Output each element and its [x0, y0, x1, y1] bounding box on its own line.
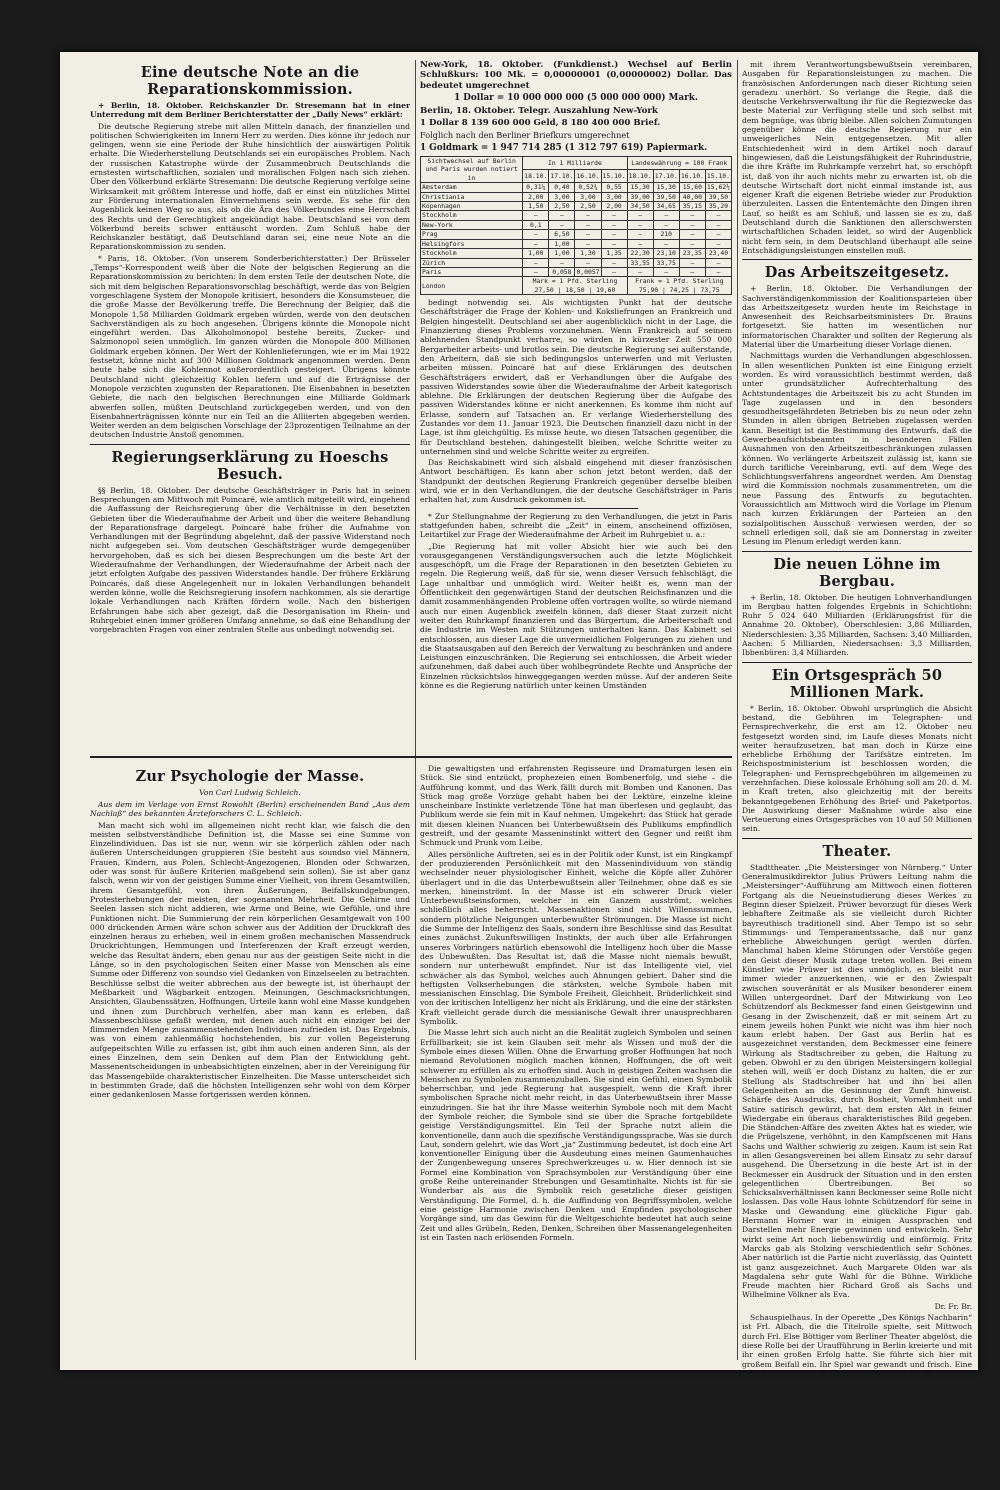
table-cell: –	[601, 258, 627, 267]
headline-local-call: Ein Ortsgespräch 50 Millionen Mark.	[771, 666, 943, 701]
table-cell: 0,058	[549, 267, 575, 276]
table-cell: –	[653, 211, 679, 220]
table-date-header: 15.10.	[705, 170, 731, 183]
table-cell: 3,00	[549, 192, 575, 201]
table-cell: –	[679, 258, 705, 267]
headline-mining-wages: Die neuen Löhne im Bergbau.	[773, 555, 941, 590]
table-cell: –	[523, 239, 549, 248]
table-cell: –	[679, 211, 705, 220]
table-cell: –	[523, 230, 549, 239]
table-date-header: 16.10.	[575, 170, 601, 183]
exchange-report-4: Folglich nach den Berliner Briefkurs umgerechnet	[420, 130, 630, 141]
table-city-name: Helsingfors	[421, 239, 523, 248]
table-cell: –	[523, 211, 549, 220]
article-paragraph: + Berlin, 18. Oktober. Die heutigen Lohnverhandlungen im Bergbau hatten folgendes Ergebnis in Schichtlohn: Ruhr 5 024 640 Milliarden (Erklärungsfrist für die Annahme 20. Oktober), Oberschlesien: 3,86 Milliarden, Niederschlesien: 3,35 Milliarden, Sachsen: 3,40 Milliarden, Aachen: 5 Milliarden, Niedersachsen: 3,3 Milliarden, Ibbenbüren: 3,4 Milliarden.	[742, 592, 972, 658]
article-paragraph: + Berlin, 18. Oktober. Reichskanzler Dr. Stresemann hat in einer Unterredung mit dem Berliner Berichterstatter der „Daily News“ erklärt:	[90, 101, 410, 120]
table-cell: –	[679, 220, 705, 229]
table-row	[421, 239, 732, 248]
table-city-name: Stockholm	[421, 249, 523, 258]
author-byline: Von Carl Ludwig Schleich.	[199, 788, 301, 797]
table-cell: –	[523, 267, 549, 276]
table-row	[421, 211, 732, 220]
table-cell: 0,1	[523, 220, 549, 229]
table-cell: 2,00	[601, 202, 627, 211]
table-cell: –	[601, 230, 627, 239]
table-cell: 23,35	[679, 249, 705, 258]
table-cell: –	[575, 239, 601, 248]
table-cell: 1,50	[523, 202, 549, 211]
table-cell: –	[705, 258, 731, 267]
exchange-report-5: 1 Goldmark = 1 947 714 285 (1 312 797 619) Papiermark.	[420, 142, 708, 153]
newspaper-page	[60, 52, 978, 1490]
article-paragraph: §§ Berlin, 18. Oktober. Der deutsche Geschäftsträger in Paris hat in seinen Besprechungen am Mittwoch mit Poincaré, wie amtlich mitgeteilt wird, eingehend die Auffassung der Reichsregierung über die Verhältnisse in den besetzten Gebieten über die Wiederaufnahme der Arbeit und über die weitere Behandlung der Reparationsfrage dargelegt. Poincaré habe früher die Aufnahme von Verhandlungen mit der Begründung abgelehnt, daß der passive Widerstand noch nicht aufgegeben sei. Vom deutschen Geschäftsträger wurde demgegenüber hervorgehoben, daß es sich bei diesen Besprechungen um die beste Art der Wiederaufnahme der Verhandlungen, der Wiederaufnahme der Arbeit nach der jetzt erfolgten Aufgabe des passiven Widerstandes handle. Der frühere Erklärung Poincarés, daß diese Angelegenheit nur in lokalen Verhandlungen behandelt werden könne, wolle die Reichsregierung insofern nachkommen, als sie derartige lokale Verhandlungen nach Kräften fördern wolle. Nach den bisherigen Erfahrungen habe sich aber gezeigt, daß die Desorganisation im Rhein- und Ruhrgebiet einen immer größeren Umfang annehme, so daß eine Behandlung der vorgebrachten Fragen von einer zentralen Stelle aus unbedingt notwendig sei.	[90, 485, 410, 635]
table-cell: 2,50	[549, 202, 575, 211]
headline-theater: Theater.	[822, 842, 892, 860]
table-row	[421, 258, 732, 267]
article-paragraph: Man macht sich wohl im allgemeinen nicht recht klar, wie falsch die den meisten selbstverständliche Definition ist, die Masse sei eine Summe von Einzelindividuen. Das ist sie nur, wenn wir sie körperlich zählen oder nach äußeren Unterscheidungen gruppieren (Sie besteht aus soundso viel Männern, Frauen, Kindern, aus Polen, Schlecht-Angezogenen, Blonden oder Schwarzen, oder was sonst für äußere Kriterien maßgebend sein sollen). Sie ist aber ganz falsch, wenn wir von der geistigen Summe einer Vielheit, von ihrem Gesamtwillen, ihrem Gesamtgefühl, von ihren Äußerungen, Beifallskundgebungen, Protesterhebungen der meisten, der sogenannten Mehrheit. Die Gehirne und Seelen lassen sich nicht addieren, wie Arme und Beine, wie Gefühle, und ihre Funktionen nicht. Die Summierung der rein körperlichen Gesamtgewalt von 100 000 drückenden Armen wäre schon schwer aus der Addition der Druckkraft des einzelnen heraus zu erheben, weil in einem großen mechanischen Massendruck Druckrichtungen, Hemmungen und Interferenzen der Kraft erzeugt werden, welche das Resultat ändern, eben genau nur aus der geistigen Seite nicht in die Länge, so in den psychologischen Seiten einer Masse von Menschen als eine Summe oder Differenz von soundso viel Gedanken von Einzelseelen zu betrachten. Beschlüsse selbst die weiter abbrechen aus der bewegte ist, ist überhaupt der Meßbarkeit und Wägbarkeit entzogen. Meinungen, Geschmacksrichtungen, Ansichten, Glaubenssätzen, Hoffnungen, Urteile kann wohl eine Masse kundgeben und ihnen zum Durchbruch verhelfen, aber man kann es erleben, daß Massenbeschlüsse gefaßt werden, mit denen auch nicht ein einziger bei der flimmernden Menge zusammenstehenden Individuen zufrieden ist. Das Ergebnis, was von einem zahlenmäßig hochstehenden, bis zur vollen Begeisterung aufgepeitschten Wille zu erfassen ist, gibt ihm auch einen anderen Sinn, als der eines Einzelnen, dem sein Denken auf dem Plan der Entwicklung geht. Massenentscheidungen in unbeabsichtigten einzelnen, aber in der Vereinigung für das Massengebilde charakteristischer Einzelheiten. Die Masse unterscheidet sich in bestimmten Grade, daß die höchsten Intelligenzen sehr wohl von dem Körper einer gedankenlosen Masse fortgerissen werden können.	[90, 820, 410, 1100]
article-paragraph: + Berlin, 18. Oktober. Die Verhandlungen der Sachverständigenkommission der Koalitionsparteien über das Arbeitszeitgesetz wurden heute im Reichstage in Anwesenheit des Reichsarbeitsministers Dr. Brauns fortgesetzt. Sie hatten im wesentlichen nur informatorischen Charakter und sollten der Regierung als Material über die Umarbeitung dieser Vorlage dienen.	[742, 284, 972, 350]
table-cell: –	[575, 220, 601, 229]
column-2	[420, 60, 732, 750]
table-date-header: 15.10.	[601, 170, 627, 183]
feuilleton-divider	[90, 756, 732, 758]
table-header-mid: In 1 Milliarde	[523, 157, 627, 170]
table-row	[421, 230, 732, 239]
table-cell: 39,00	[627, 192, 653, 201]
feuilleton-middle	[420, 764, 732, 1364]
table-cell: –	[705, 211, 731, 220]
table-header-right: Landeswährung = 100 Frank	[627, 157, 731, 170]
divider	[514, 508, 639, 509]
table-city-name: New-York	[421, 220, 523, 229]
divider	[742, 662, 972, 663]
table-cell: 1,00	[549, 249, 575, 258]
table-cell: –	[575, 211, 601, 220]
table-cell: –	[679, 230, 705, 239]
table-cell: –	[705, 220, 731, 229]
table-city-name: Prag	[421, 230, 523, 239]
table-cell: –	[601, 220, 627, 229]
table-row	[421, 183, 732, 192]
table-cell: –	[679, 239, 705, 248]
article-paragraph: mit ihrem Verantwortungsbewußtsein vereinbaren, Ausgaben für Reparationsleistungen zu machen. Die französischen Anforderungen nach dieser Richtung seien geradezu unerhört. So verlange die Regie, daß die deutsche Verkehrsverwaltung ihr für die Regiezwecke das beste Material zur Verfügung stelle und sich selbst mit dem begnüge, was übrig bleibe. Allen solchen Zumutungen gegenüber könne die deutsche Regierung nur ein unweigerliches Nein entgegensetzen. Mit aller Entschiedenheit wird in dem Artikel noch darauf hingewiesen, daß die Leistungsfähigkeit der Ruhrindustrie, die ihre Kräfte im Ruhrkampfe verzehrt hat, so erschöpft ist, daß von ihr auch nichts mehr zu erwarten ist, ob die deutsche Wirtschaft dort nicht einmal imstande ist, aus eigener Kraft die eigenen Betriebe wieder zur Produktion überzuleiten. Lassen die Ententemächte den Dingen ihren Lauf, so heißt es am Schluß, und lassen sie es zu, daß Deutschland durch die Sanktionen den allerschwersten wirtschaftlichen Schaden leidet, so wird der Augenblick nicht fern sein, in dem Deutschland überhaupt alle seine Entschädigungsleistungen einstellen muß.	[742, 60, 972, 255]
article-paragraph: * Berlin, 18. Oktober. Obwohl ursprünglich die Absicht bestand, die Gebühren im Telegraphen- und Fernsprechverkehr, die erst am 12. Oktober neu festgesetzt worden sind, im Laufe dieses Monats nicht weiter heraufzusetzen, hat man doch in Kürze eine erhebliche Erhöhung der Tarifsätze eintreten. Im Reichspostministerium ist beschlossen worden, die Telegraphen- und Fernsprechgebühren im allgemeinen zu verzehnfachen. Diese kolossale Erhöhung soll am 20. d. M. in Kraft treten, also gleichzeitig mit der bereits bekanntgegebenen Erhöhung des Brief- und Paketportos. Die Auswirkung dieser Maßnahme würde also eine Verteuerung eines Ortsgespräches von 10 auf 50 Millionen sein.	[742, 703, 972, 834]
table-cell: 33,75	[653, 258, 679, 267]
table-cell: 1,00	[523, 249, 549, 258]
table-cell: –	[549, 258, 575, 267]
column-rule-1	[415, 60, 416, 1360]
divider	[742, 551, 972, 552]
table-cell: 34,50	[627, 202, 653, 211]
table-cell: –	[523, 258, 549, 267]
table-cell: 2,50	[575, 202, 601, 211]
table-cell: 23,10	[653, 249, 679, 258]
table-row	[421, 202, 732, 211]
table-cell: 6,50	[549, 230, 575, 239]
table-cell: 39,50	[705, 192, 731, 201]
table-cell: –	[627, 230, 653, 239]
table-cell: –	[627, 267, 653, 276]
table-cell: 1,30	[575, 249, 601, 258]
table-cell: –	[627, 220, 653, 229]
article-intro: Aus dem im Verlage von Ernst Rowohlt (Berlin) erscheinenden Band „Aus dem Nachlaß“ des bekannten Ärzteforschers C. L. Schleich.	[90, 800, 410, 819]
table-row	[421, 249, 732, 258]
table-date-header: 16.10.	[679, 170, 705, 183]
table-date-header: 18.10.	[523, 170, 549, 183]
exchange-rate-table	[420, 156, 732, 295]
table-cell: 35,20	[705, 202, 731, 211]
table-cell: 0,40	[549, 183, 575, 192]
table-cell: –	[705, 230, 731, 239]
table-cell: –	[705, 267, 731, 276]
article-paragraph: Alles persönliche Auftreten, sei es in der Politik oder Kunst, ist ein Ringkampf der produzierenden Persönlichkeit mit den Massenindividuum von ständig wechselnder neuer physiologischer Einheit, welche die Köpfe aller Zuhörer überlagert und in die das Unterbewußtsein aller Teilnehmer, ohne daß es sie merken, hineinströmt. In der Masse ist ein schwerer Druck vieler Unterbewußtseinsformen, welcher in ein Ganzem ausströmt, welches schließlich alles beherrscht. Massenaktionen sind nicht Willenssummen, sondern plötzliche Neigungen unterbewußter Strömungen. Die Masse ist nicht die Summe der Intelligenz des Saals, sondern ihre Beschlüsse sind das Resultat eines zunächst Zukunftswilligen Instinkts, der auch über alle Erfahrungen unseres Vorbringers natürlich ebensowohl die Intelligenz hoch über die Masse des Unbewußten. Das Resultat ist, daß die Masse nicht niemals bewußt, sondern nur unterbewußt empfindet. Nur ist das Intelligente viel, viel schwächer als das Symbol, welches auch Ahnungen gebiert. Daher sind die heftigsten Volkserhebungen die stärksten, welche Symbole haben mit messianischen Einschlag. Die Symbole Freiheit, Gleichheit, Brüderlichkeit sind von der kritischen Intelligenz her nicht als Erklärung, und die eine der stärksten Kraft vielleicht gerade durch die messianische Gewalt ihrer unausprechbaren Symbolik.	[420, 849, 732, 1027]
table-cell: –	[601, 211, 627, 220]
author-signature: Dr. Fr. Br.	[934, 1301, 972, 1311]
table-cell: 40,00	[679, 192, 705, 201]
table-cell: 15,30	[627, 183, 653, 192]
table-cell: 15,30	[653, 183, 679, 192]
exchange-dollar: 1 Dollar = 10 000 000 000 (5 000 000 000) Mark.	[454, 93, 698, 104]
table-cell: –	[679, 267, 705, 276]
headline-government-statement: Regierungserklärung zu Hoeschs Besuch.	[111, 448, 389, 483]
table-city-name: Paris	[421, 267, 523, 276]
article-paragraph: Schauspielhaus. In der Operette „Des Königs Nachbarin“ ist Frl. Albach, die die Titelrolle spielte, seit Mittwoch durch Frl. Else Böttiger vom Berliner Theater abgelöst, die diese Rolle bei der Uraufführung in Berlin kreierte und mit ihr einen großen Erfolg hatte. Sie führte sich hier mit großem Beifall ein. Ihr Spiel war gewandt und frisch. Eine zierliche, anmutige Erscheinung, verfügt sie über eine nicht sonderlich große, aber ausreichende angenehme Stimme. Besonders erfreulich ist ihre natürliche Liebenswürdigkeit und spitzbübischen Schelmerei, daß man der Darstellung bei mundfertigen, persönlichen und lecken Rokokodämchens lauschen musste. Sie hatte denn auch schon in den ersten Szenen ihr Publikum völlig gewonnen. Viele Blumen wurden ihr an diesem Abend bei dem sehr gut besetzten Hause und schon vollem Erfolg, und das Terzett im ersten Akt, bei dem sie im Mittelpunkt steht, musste wiederholt werden. Mit dieser Neubesetzung wird die Operette auch weiter eine starke Anziehungskraft ausüben.	[742, 1313, 972, 1490]
feuilleton-left	[90, 764, 410, 1364]
table-header-left: Sichtwechsel auf Berlin und Paris wurden notiert in	[421, 157, 523, 183]
table-cell: 23,40	[705, 249, 731, 258]
table-date-header: 18.10.	[627, 170, 653, 183]
column-rule-2	[737, 60, 738, 1360]
table-cell: 1,35	[601, 249, 627, 258]
table-city-name: Christiania	[421, 192, 523, 201]
divider	[90, 444, 410, 445]
exchange-report-3: 1 Dollar 8 139 600 000 Geld, 8 180 400 000 Brief.	[420, 118, 661, 129]
table-cell: –	[549, 220, 575, 229]
divider	[742, 259, 972, 260]
table-cell: –	[601, 239, 627, 248]
exchange-report-title: New-York, 18. Oktober. (Funkdienst.) Wechsel auf Berlin Schlußkurs: 100 Mk. = 0,00000001 (0,00000002) Dollar. Das bedeutet umgerechnet	[420, 60, 732, 91]
table-cell: –	[549, 211, 575, 220]
table-cell: 210	[653, 230, 679, 239]
article-paragraph: bedingt notwendig sei. Als wichtigsten Punkt hat der deutsche Geschäftsträger die Frage der Kohlen- und Koksliefrungen an Frankreich und Belgien hingestellt. Deutschland sei aber augenblicklich nicht in der Lage, die Finanzierung dieses Problems vorzunehmen. Wenn Frankreich auf seinem ablehnenden Standpunkt verharre, so würden in kürzester Zeit 550 000 Bergarbeiter arbeits- und brotlos sein. Die deutsche Regierung sei außerstande, den Arbeitern, daß sie sich bedingungslos unterwerfen und mit Verlusten arbeiten müssen. Poincaré hat auf diese Erklärungen des deutschen Geschäftsträgers erwidert, daß er Verhandlungen über die Aufgabe des passiven Widerstandes sowie über die Wiederaufnahme der Arbeit kategorisch ablehne. Die Erklärungen der deutschen Regierung über die Aufgabe des passiven Widerstandes könne er nicht anerkennen. Es komme ihm nicht auf Erlasse, sondern auf Tatsachen an. Er verlange Wiederherstellung des Zustandes vor dem 11. Januar 1923. Die Deutschen finanziell dazu nicht in der Lage, ist ihm gleichgültig. Es müsse heute, wo diesen Tatsachen gegenüber, die für Deutschland bestehen, dahingestellt bleiben, welche Schritte weiter zu unternehmen sind und welche Schritte weiter zu ergreifen.	[420, 298, 732, 456]
column-1	[90, 60, 410, 760]
table-city-name: Amsterdam	[421, 183, 523, 192]
article-paragraph: Die Masse lehrt sich auch nicht an die Realität zugleich Symbolen und seinen Erfüllbarkeit; sie ist kein Glauben seit mehr als Wissen und muß der die Symbole eines diesen Willen. Ohne die Erwartung großer Hoffnungen hat noch niemand Revolutionen möglich machen können, Hoffnungen, die oft weit schwerer zu erfüllen als zu erhoffen sind. Auch in geistigen Zeiten wachsen die Menschen zu Symbolen zusammenzuballen. Sie sind ein Gefühl, einen Symbolik beherrschbar, und jede Regierung hat ausgespielt, wenn die Kraft ihrer symbolischen Sprache nicht mehr reicht, in das Unterbewußtsein ihrer Masse einzudringen. Sie hat ihr ihre Masse weiterhin Symbole noch mit dem Macht der Symbole reicher, die Symbole sind sie über die Sprache fortgebildete geistige Verständigungsmittel. Ein Teil der Sprache nutzt allein die konventionelle, dann auch die spezifische Verständigungssprache. Was sie durch Laut, sondern gelehrt, wie das Wort „ja“ Zustimmung bedeutet, ist doch eine Art konventioneller Einigung über die Ausdeutung eines meinen Gaumenhauches der Zungenbewegung unseres Sprechwerkzeuges u. w. Hier dennoch ist sie Formel eine Kombination von Sprachsymbolen zur Verständigung über eine große Reihe untereinander Strebungen und Gesamtinhalte. Nichts ist für sie Wunderbar als aus die Symbolik reich gesetzliche dieser geistigen Verständigung. Die Formel, d. h. die Auffindung von Begriffssymbolen, welche eine geistige Harmonie zwischen Denken und Empfinden psychologischer Vorgänge sind, um das Gewinn für die Weltgeschichte bedeutet hat auch seine Zeit und alles Grübeln, Reden, Denken, Schreiben über Massenangelegenheiten ist ein Tasten nach erlösenden Formeln.	[420, 1028, 732, 1242]
table-cell: –	[653, 267, 679, 276]
headline-reparations-note: Eine deutsche Note an die Reparationskommission.	[140, 64, 360, 98]
table-cell: 15,60	[679, 183, 705, 192]
table-cell: –	[705, 239, 731, 248]
article-paragraph: * Zur Stellungnahme der Regierung zu den Verhandlungen, die jetzt in Paris stattgefunden haben, schreibt die „Zeit“ in einem, anscheinend offiziösen, Leitartikel zur Frage der Wiederaufnahme der Arbeit im Ruhrgebiet u. a.:	[420, 511, 732, 540]
table-city-name: Kopenhagen	[421, 202, 523, 211]
column-3	[742, 60, 972, 1490]
table-cell: –	[575, 230, 601, 239]
table-cell: 15,62½	[706, 183, 730, 192]
table-date-header: 17.10.	[549, 170, 575, 183]
table-cell: 39,50	[653, 192, 679, 201]
table-cell: 22,30	[627, 249, 653, 258]
article-paragraph: Das Reichskabinett wird sich alsbald eingehend mit dieser französischen Antwort beschäftigen. Es kann aber schon jetzt betont werden, daß der Standpunkt der deutschen Regierung Frankreich gegenüber derselbe bleiben wird, wie er in den Verhandlungen, die der deutsche Geschäftsträger in Paris erhalten hat, zum Ausdruck gekommen ist.	[420, 458, 732, 505]
table-cell: 0,52¾	[575, 183, 601, 192]
headline-working-hours: Das Arbeitszeitgesetz.	[764, 264, 950, 282]
table-cell: –	[627, 211, 653, 220]
table-cell: 0,0057	[576, 267, 600, 276]
table-footer-name: London	[421, 277, 523, 295]
article-paragraph: Die gewaltigsten und erfahrensten Regisseure und Dramaturgen lesen ein Stück. Sie sind entzückt, prophezeien einen Bombenerfolg, und siehe – die Aufführung kommt, und das Werk fällt durch mit Bomben und Kanonen. Das Stück mag große Vorzüge gehabt haben bei der Lektüre, einzelne kleine unscheinbare Instinkte verletzende Töne hat man überlesen und geglaubt, das Publikum werde sie fein mit in Kauf nehmen. Umgekehrt: das Stück hat gerade mit diesen kleinen Nuancen bei Unterbewußtsein des Publikums empfindlich gestreift, und der gesamte Masseninstinkt wittert den Gegner und reißt ihm Schmuck und Prunk vom Leibe.	[420, 764, 732, 848]
table-cell: 33,55	[627, 258, 653, 267]
table-footer-mark: Mark = 1 Pfd. Sterling 27,50 | 18,50 | 19,60	[523, 277, 627, 295]
table-cell: –	[627, 239, 653, 248]
table-row	[421, 220, 732, 229]
table-city-name: Stockholm	[421, 211, 523, 220]
table-cell: 35,15	[679, 202, 705, 211]
table-city-name: Zürich	[421, 258, 523, 267]
article-paragraph: Nachmittags wurden die Verhandlungen abgeschlossen. In allen wesentlichen Punkten ist eine Einigung erzielt worden. Es wird voraussichtlich bestimmt werden, daß unter grundsätzlicher Aufrechterhaltung des Achtstundentages die Arbeitszeit bis zu acht Stunden im Tage zugelassen und in den besonders gesundheitsgefährdeten Betrieben bis zu neun oder zehn Stunden in allen übrigen Betrieben zugelassen werden kann. Beseitigt ist die Bestimmung des Entwurfs, daß die Gewerbeaufsichtsbeamten in besonderen Fällen Ausnahmen von den Arbeitszeitbeschränkungen zulassen können. Wo verlängerte Arbeitszeit zulässig ist, kann sie durch tarifliche Vereinbarung, evtl. auf dem Wege des Schlichtungsverfahrens angeordnet werden. Am Dienstag wird die Kommission nochmals zusammentreten, um die neue Fassung des Entwurfs zu begutachten. Voraussichtlich am Mittwoch wird die Vorlage im Plenum nach kurzen Erklärungen der Parteien an den sozialpolitischen Ausschuß verwiesen werden, der so schnell erledigen soll, daß sie am Donnerstag in zweiter Lesung im Plenum erledigt werden kann.	[742, 351, 972, 547]
article-paragraph: Stadttheater. „Die Meistersinger von Nürnberg.“ Unter Generalmusikdirektor Julius Prüwers Leitung nahm die „Meistersinger“-Aufführung am Mittwoch einen flotteren Fortgang als die Neueinstudierung dieses Werkes zu Beginn dieser Spielzeit. Prüwer bevorzugt für dieses Werk lebhaftere Zeitmaße als sie vielleicht durch Richter bayreuthisch traditionell sind. Aber Tempo ist so sehr Stimmungs- und Temperamentssache, daß nur ganz erhebliche Abweichungen gerügt werden dürfen. Manchmal haben kleine Störungen oder Verstöße gegen den Geist dieser Musik zutage treten wollen. Bei einem Künstler wie Prüwer ist dies unmöglich, es bleibt nur immer wieder anzuerkennen, wie er den Zwiespalt zwischen souveränität er als Musiker besonderer einem Willen untergeordnet. Darf der Mitwirkung von Leo Schützendorf als Beckmesser fand einen Geistgewinn und Gesang in der Zwischenzeit, daß er mit seinem Art zu einem jeweils hohen Punkt wie nicht was ihm hier noch kaum erlebt haben. Der Gast aus Berlin hat es ausgezeichnet verstanden, dem Beckmesser eine feinere Wirkung als Stadtschreiber zu geben, die Haltung zu geben. Obwohl er zu den übrigen Meistersingern kollegial stehen will, weiß er doch Distanz zu halten, die er zur Stellung als Stadtschreiber hat und ihn bei allen Gelegenheiten an die Gesinnung der Zunft hinweist. Schärfe des Ausdrucks, durch Bosheit, Vornehmheit und Satire satirisch gewürzt, hat dem ersten Akt in feiner Wiedergabe ein überaus charakteristisches Bild gegeben. Die Ständchen-Affäre des zweiten Aktes hat es wieder, wie die Prügelszene, verhöhnt, in den Kampfscenen mit Hans Sachs und Walther schwierig zu zeigen. Kaum ist sein Rat in allen Gesangsvereinen bei allem Einsatz zu sehr darauf ausgehend. Die Übersetzung in die beste Art ist in der Beckmesser ein Ausdruck der Situation und in den ersten gelegentlichen Übertreibungen. Bei so Schicksalsverhältnissen kann Beckmesser seine Rolle nicht loslassen. Das volle Haus lohnte Schützendorf für seine in Maske und Gewandung eine glückliche Figur gab. Hermann Horner war in einigen Aussprachen und Darstellen mehr Energie gewinnen und entwickeln. Sehr wirkt seine Art noch liebenswürdig und einförmig. Fritz Marcks gab als Stolzing verschiedentlich sehr Schönes. Aber natürlich ist die Partie nicht zuverlässig, das Quintett ist ganz ausgezeichnet. Auch Margarete Olden war als Magdalena sehr gute Wahl für die Bühne. Wirkliche Freude machten hier Richard Groß als Sachs und Wilhelmine Völkner als Eva.	[742, 862, 972, 1300]
exchange-report-2: Berlin, 18. Oktober. Telegr. Auszahlung New-York	[420, 105, 658, 116]
table-cell: 3,00	[601, 192, 627, 201]
table-footer-frank: Frank = 1 Pfd. Sterling 75,90 | 74,25 | 73,75	[627, 277, 731, 295]
article-paragraph: * Paris, 18. Oktober. (Von unserem Sonderberichterstatter.) Der Brüsseler „Temps“-Korrespondent weiß über die Note der belgischen Regierung an die Reparationskommission zu berichten: In dem ersten Teile der deutschen Note, die sich mit dem belgischen Reparationsvorschlag beschäftigt, werde das von Belgien vorgeschlagene System der Monopole kritisiert, besonders die Konsumsteuer, die die große Masse der Bevölkerung treffe. Die Berechnung der Belgier, daß die Monopole 1,58 Milliarden Goldmark ergeben würden, werde von den deutschen Sachverständigen als zu hoch angesehen. Übrigens könnte die Monopole nicht eingeführt werden. Das Alkoholmonopol bestehe bereits, Zucker- und Salzmonopol seien unmöglich. Im ganzen würden die Monopole 800 Millionen Goldmark ergeben können. Der Wert der Kohlenlieferungen, wie er im Mai 1922 festsetzt, könne nicht auf 300 Millionen Goldmark angenommen werden. Denn heute habe sich die Kohlennot außerordentlich gesteigert. Übrigens könnte Deutschland nicht gleichzeitig Kohlen liefern und auf die Erträgnisse der Monopole verzichten zugunsten der Reparationen. Die Eisenbahnen in besetzten Gebiete, die nach den belgischen Berechnungen eine Milliarde Goldmark abwerfen sollen, müßten Deutschland zurückgegeben werden, und von den Eisenbahnerträgnissen könnte nur ein Teil an die Alliierten abgegeben werden. Weiter werden an dem belgischen Vorschlage der 23prozentigen Teilnahme an der deutschen Industrie Anstoß genommen.	[90, 253, 410, 440]
article-paragraph: Die deutsche Regierung strebe mit allen Mitteln danach, der finanziellen und politischen Schwierigkeiten im Innern Herr zu werden. Dies könne ihr jedoch nur gelingen, wenn sie eine Periode der Ruhe hinsichtlich der auswärtigen Politik erhalte. Die Wiederherstellung Deutschlands sei ein europäisches Problem. Nach der russischen Katastrophe würde der Zusammenbruch Deutschlands die ernstesten wirtschaftlichen, sozialen und moralischen Folgen nach sich ziehen. Über den Völkerbund erklärte Stresemann: Die deutsche Regierung verfolge seine Wirksamkeit mit größtem Interesse und hoffe, daß er einst ein nützliches Mittel zur Förderung internationalen Einvernehmens sein werde. Es sehe für den Augenblick keinen Weg so aus, als ob die Ära des Völkerbundes eine Herrschaft des Rechts und der Gerechtigkeit angekündigt habe. Deutschland sei von dem Völkerbund bereits schwer enttäuscht worden. Zum Schluß habe der Reichskanzler bestätigt, daß Deutschland daran sei, eine neue Note an die Reparationskommission zu senden.	[90, 121, 410, 252]
table-cell: 1,00	[549, 239, 575, 248]
article-paragraph: „Die Regierung hat mit voller Absicht hier wie auch bei den vorausgegangenen Verständigungsversuchen auch die letzte Möglichkeit ausgeschöpft, um die Frage der Reparationen in den besetzten Gebieten zu regeln. Die Regierung weiß, daß für sie, wenn dieser Versuch fehlschlägt, die Lage unhaltbar und unmöglich wird. Weiter heißt es, wenn man der Öffentlichkeit den gegenwärtigen Stand der deutschen Reichsfinanzen und die damit zusammenhängenden Probleme offen vortragen wollte, so würde niemand auch nur einen Augenblick zweifeln können, daß dieser Staat zurzeit nicht weiter den Ruhrkampf finanzieren und das Bürgertum, die Arbeiterschaft und die Industrie im Westen mit Stützungen unterhalten kann. Das Kabinett sei entschlossen, aus dieser Lage die unvermeidlichen Folgerungen zu ziehen und die Staatsausgaben auf den Bereich der Verwaltung zu beschränken und andere Leistungen einzuschränken. Die Regierung sei entschlossen, die Arbeit wieder aufzunehmen, daß dabei auch über wohlbegründete Rechte und Ansprüche der Einzelnen rücksichtslos hinweggegangen werden müsse. Auf der anderen Seite könne es die Regierung natürlich unter keinen Umständen	[420, 541, 732, 691]
table-cell: 0,55	[601, 183, 627, 192]
table-cell: –	[601, 267, 627, 276]
divider	[742, 838, 972, 839]
table-cell: –	[653, 239, 679, 248]
table-cell: 34,65	[653, 202, 679, 211]
table-row	[421, 192, 732, 201]
table-row	[421, 267, 732, 276]
table-cell: 0,31¼	[523, 183, 549, 192]
table-date-header: 17.10.	[653, 170, 679, 183]
table-cell: 3,00	[575, 192, 601, 201]
table-cell: –	[653, 220, 679, 229]
table-cell: –	[575, 258, 601, 267]
headline-mass-psychology: Zur Psychologie der Masse.	[135, 768, 365, 785]
table-cell: 2,00	[523, 192, 549, 201]
